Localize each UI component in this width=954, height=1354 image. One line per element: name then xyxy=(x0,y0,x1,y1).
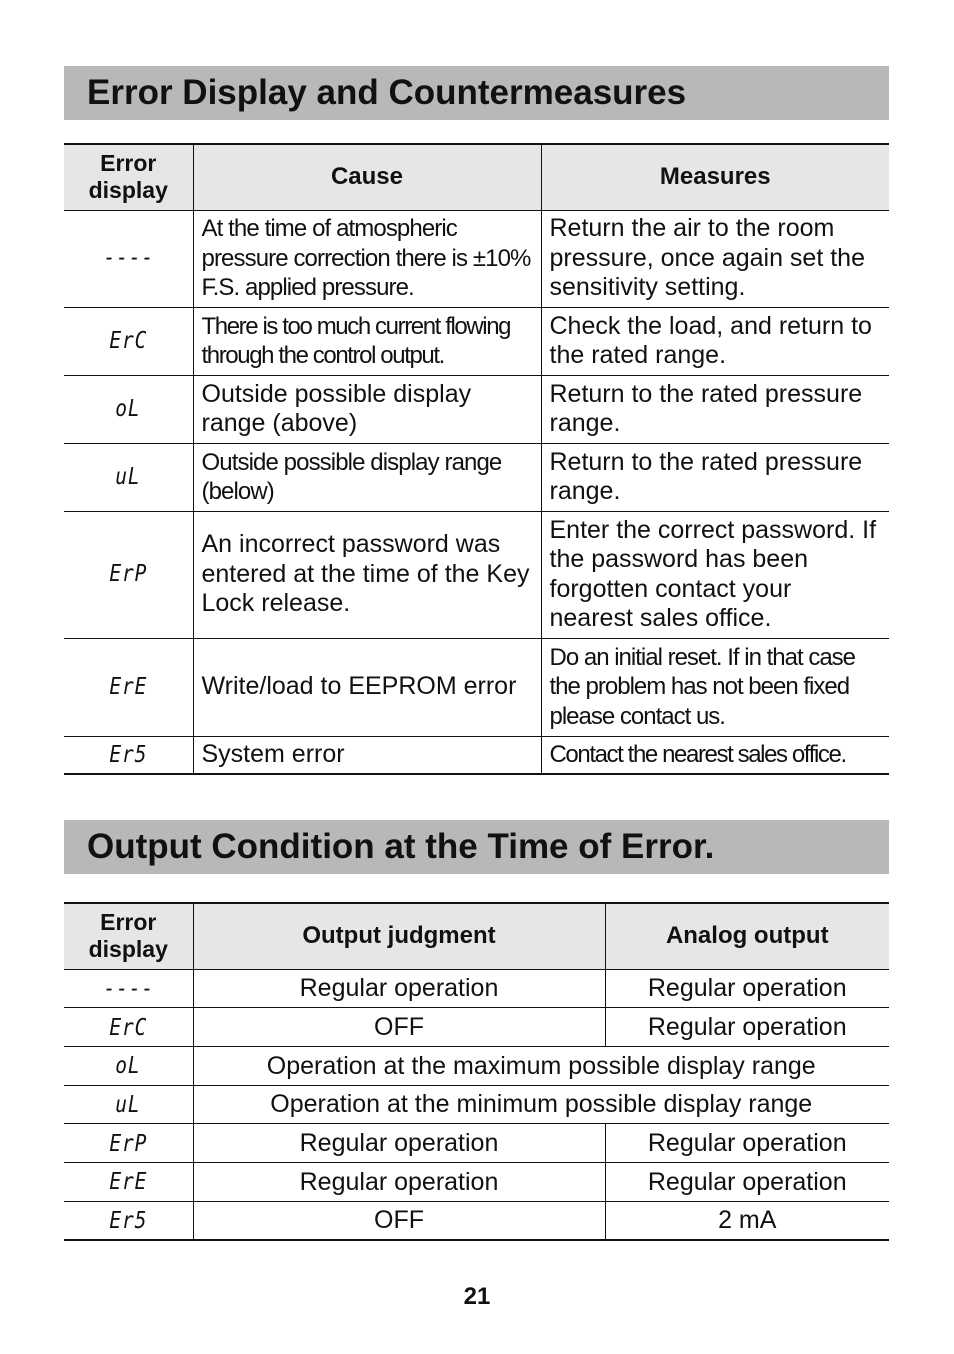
table-row xyxy=(64,210,889,307)
analog-output-cell: Regular operation xyxy=(605,1008,889,1047)
table-row xyxy=(64,1085,889,1124)
error-code: uL xyxy=(64,1085,193,1124)
analog-output-cell: Regular operation xyxy=(605,1162,889,1201)
error-code: ErP xyxy=(64,511,193,638)
header-error-display: Error display xyxy=(64,903,193,969)
header-measures: Measures xyxy=(541,144,889,210)
table-row xyxy=(64,1046,889,1085)
error-code: Er5 xyxy=(64,1201,193,1240)
cause-cell: Write/load to EEPROM error xyxy=(193,638,541,736)
output-judgment-cell: OFF xyxy=(193,1201,605,1240)
error-code: Er5 xyxy=(64,736,193,774)
measures-cell: Contact the nearest sales office. xyxy=(541,736,889,774)
output-condition-table xyxy=(64,902,889,1241)
table-row xyxy=(64,307,889,375)
error-code: ErP xyxy=(64,1124,193,1163)
error-countermeasures-table xyxy=(64,143,889,775)
table-header-row xyxy=(64,903,889,969)
table-row xyxy=(64,1008,889,1047)
measures-cell: Return to the rated pressure range. xyxy=(541,443,889,511)
measures-cell: Return the air to the room pressure, once again set the sensitivity setting. xyxy=(541,210,889,307)
table-header-row xyxy=(64,144,889,210)
section-title-error-display: Error Display and Countermeasures xyxy=(64,66,889,120)
error-code: ---- xyxy=(64,210,193,307)
header-analog-output: Analog output xyxy=(605,903,889,969)
table-row xyxy=(64,969,889,1008)
cause-cell: System error xyxy=(193,736,541,774)
table-row xyxy=(64,511,889,638)
header-error-display: Error display xyxy=(64,144,193,210)
cause-cell: Outside possible display range (below) xyxy=(193,443,541,511)
table-row xyxy=(64,736,889,774)
table-row xyxy=(64,638,889,736)
table-row xyxy=(64,1162,889,1201)
cause-cell: An incorrect password was entered at the time of the Key Lock release. xyxy=(193,511,541,638)
error-code: oL xyxy=(64,1046,193,1085)
error-code: ErC xyxy=(64,1008,193,1047)
combined-output-cell: Operation at the minimum possible display range xyxy=(193,1085,889,1124)
header-output-judgment: Output judgment xyxy=(193,903,605,969)
table-row xyxy=(64,443,889,511)
error-code: ErE xyxy=(64,638,193,736)
cause-cell: Outside possible display range (above) xyxy=(193,375,541,443)
table-row xyxy=(64,375,889,443)
page-number: 21 xyxy=(463,1283,491,1310)
measures-cell: Enter the correct password. If the password has been forgotten contact your nearest sales office. xyxy=(541,511,889,638)
cause-cell: There is too much current flowing through the control output. xyxy=(193,307,541,375)
section-title-output-condition: Output Condition at the Time of Error. xyxy=(64,820,889,874)
error-code: ---- xyxy=(64,969,193,1008)
error-code: oL xyxy=(64,375,193,443)
cause-cell: At the time of atmospheric pressure correction there is ±10% F.S. applied pressure. xyxy=(193,210,541,307)
combined-output-cell: Operation at the maximum possible display range xyxy=(193,1046,889,1085)
output-judgment-cell: Regular operation xyxy=(193,1124,605,1163)
output-judgment-cell: OFF xyxy=(193,1008,605,1047)
table-row xyxy=(64,1124,889,1163)
analog-output-cell: Regular operation xyxy=(605,1124,889,1163)
output-judgment-cell: Regular operation xyxy=(193,969,605,1008)
analog-output-cell: 2 mA xyxy=(605,1201,889,1240)
output-judgment-cell: Regular operation xyxy=(193,1162,605,1201)
error-code: ErC xyxy=(64,307,193,375)
measures-cell: Do an initial reset. If in that case the problem has not been fixed please contact us. xyxy=(541,638,889,736)
analog-output-cell: Regular operation xyxy=(605,969,889,1008)
header-cause: Cause xyxy=(193,144,541,210)
error-code: uL xyxy=(64,443,193,511)
measures-cell: Return to the rated pressure range. xyxy=(541,375,889,443)
error-code: ErE xyxy=(64,1162,193,1201)
measures-cell: Check the load, and return to the rated range. xyxy=(541,307,889,375)
table-row xyxy=(64,1201,889,1240)
